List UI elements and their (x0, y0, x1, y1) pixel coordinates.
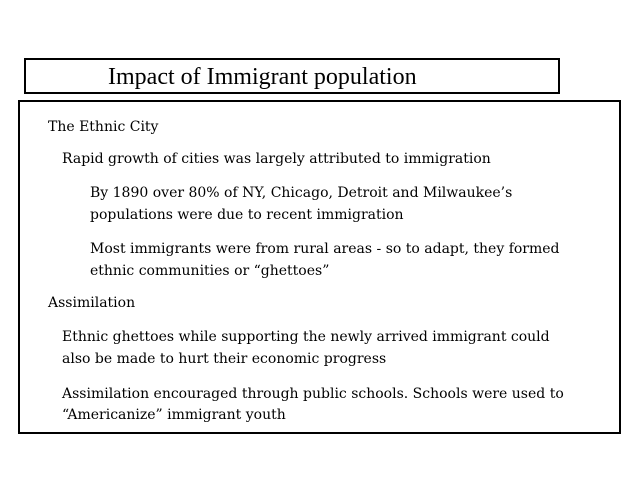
section-heading-assimilation: Assimilation (48, 295, 136, 311)
bullet-schools-line1: Assimilation encouraged through public schools. Schools were used to (62, 386, 564, 402)
slide-title: Impact of Immigrant population (108, 64, 417, 90)
bullet-ghettoes-line1: Ethnic ghettoes while supporting the newly arrived immigrant could (62, 329, 550, 345)
content-box (18, 100, 621, 434)
section-heading-ethnic-city: The Ethnic City (48, 119, 159, 135)
subbullet-rural-line1: Most immigrants were from rural areas - so to adapt, they formed (90, 241, 560, 257)
bullet-ghettoes-line2: also be made to hurt their economic progress (62, 351, 387, 367)
bullet-rapid-growth: Rapid growth of cities was largely attributed to immigration (62, 151, 491, 167)
subbullet-rural-line2: ethnic communities or “ghettoes” (90, 263, 330, 279)
subbullet-1890-line2: populations were due to recent immigration (90, 207, 404, 223)
title-box (24, 58, 560, 94)
subbullet-1890-line1: By 1890 over 80% of NY, Chicago, Detroit and Milwaukee’s (90, 185, 513, 201)
bullet-schools-line2: “Americanize” immigrant youth (62, 407, 286, 423)
